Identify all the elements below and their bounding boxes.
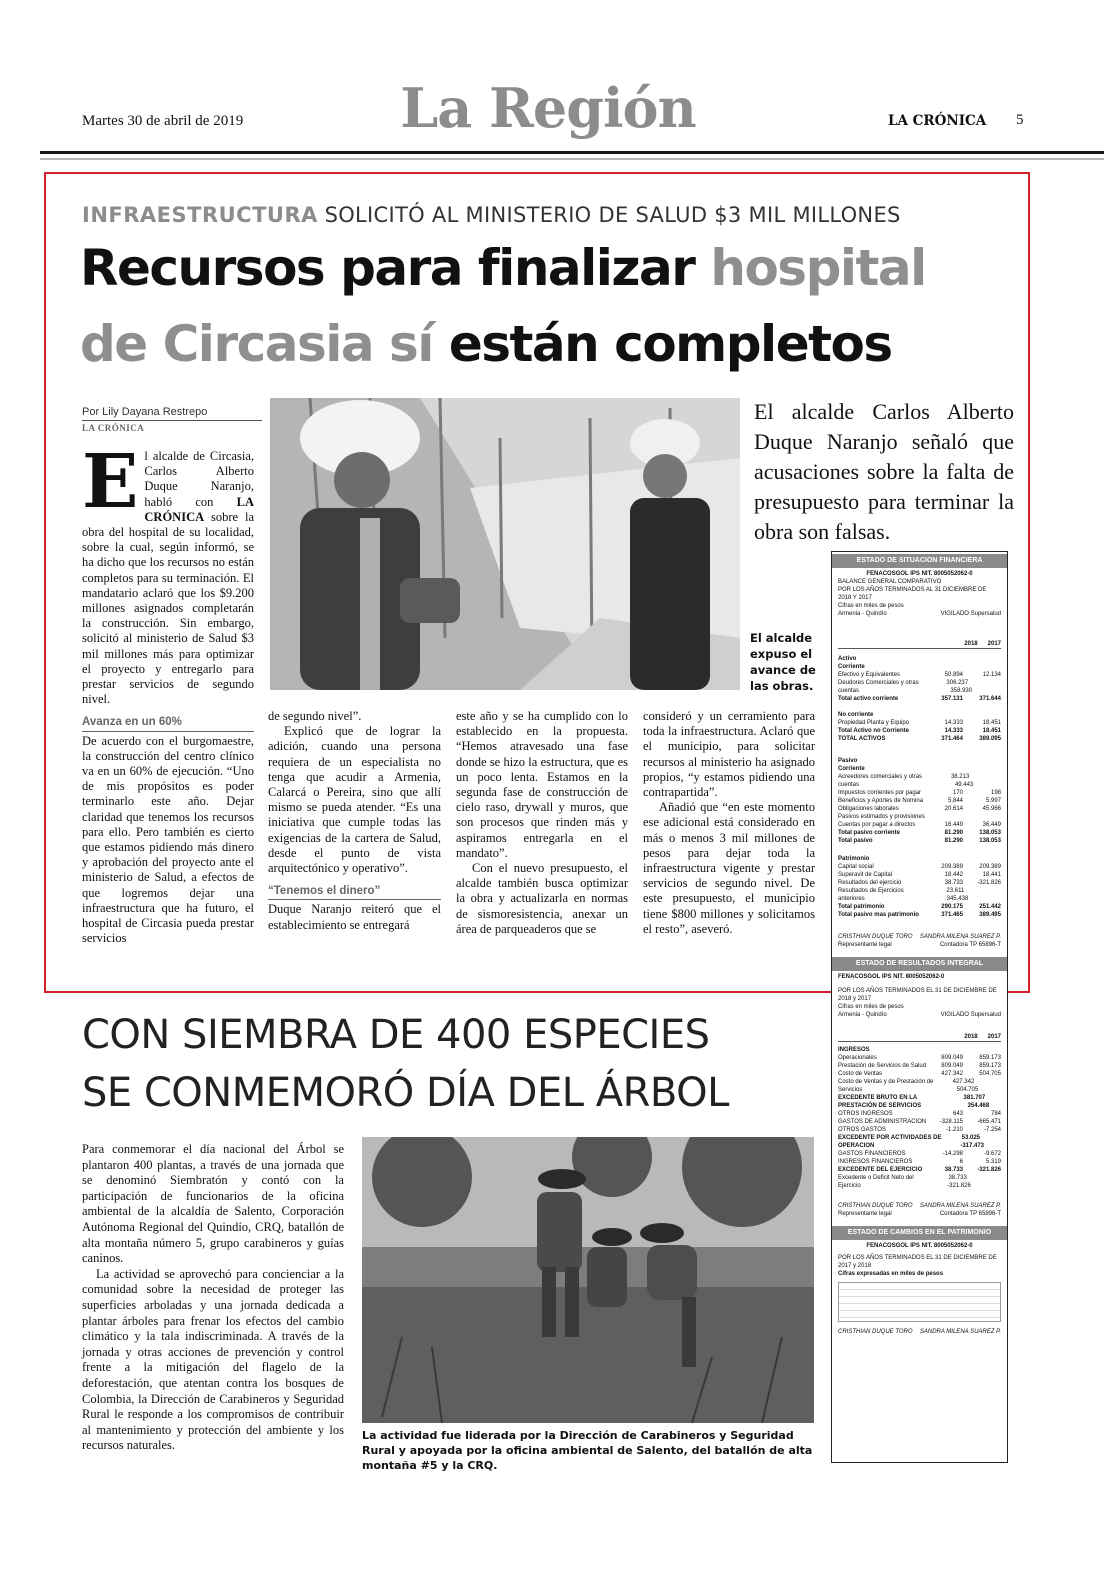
value-2018: 381.707 (963, 1095, 986, 1101)
financial-row (832, 1054, 1007, 1062)
row-label: Total pasivo corriente (838, 830, 900, 836)
row-label: Deudores Comerciales y otras cuentas (838, 680, 919, 694)
value-2018: -1.210 (945, 1127, 963, 1133)
headline-line-1 (80, 238, 926, 298)
row-label: Total Activo no Corriente (838, 728, 910, 734)
paragraph: Explicó que de lograr la adición, cuando una persona requiera de un especialista no tenga que acudir a Armenia, Calarcá o Pereira, sino que allí mismo se pueda atender. “Es una iniciativa que cumple todas las exigencias de la cartera de Salud, desde el punto de vista arquitectónico y operativo”. (268, 724, 441, 876)
group-label: No corriente (838, 712, 874, 718)
entity-name: FENACOSGOL IPS NIT. 8005052062-0 (866, 1243, 973, 1249)
statement-title: ESTADO DE CAMBIOS EN EL PATRIMONIO (832, 1226, 1007, 1240)
page-number: 5 (1016, 112, 1024, 128)
value-2017: 12.134 (982, 672, 1001, 678)
year-col: 2017 (987, 641, 1001, 647)
statement-note: BALANCE GENERAL COMPARATIVO (838, 579, 942, 585)
value-2017: 504.705 (979, 1071, 1001, 1077)
value-2017: -9.672 (983, 1151, 1001, 1157)
signature-name: CRISTHIAN DUQUE TORO (838, 1329, 913, 1335)
value-2018: 50.894 (944, 672, 963, 678)
kicker-text: SOLICITÓ AL MINISTERIO DE SALUD $3 MIL MILLONES (324, 203, 901, 227)
group-label: Corriente (838, 664, 865, 670)
row-label: Acreedores comerciales y otras cuentas (838, 774, 923, 788)
photo-tree-planting (362, 1137, 814, 1423)
financial-row (832, 863, 1007, 871)
byline-source: LA CRÓNICA (82, 423, 145, 433)
statement-note: Armenia - Quindío (838, 611, 887, 617)
financial-row (832, 1118, 1007, 1126)
value-2018: 38.733 (944, 1167, 963, 1173)
row-label: Total patrimonio (838, 904, 885, 910)
row-label: Pasivos estimados y provisiones (838, 814, 925, 820)
signature-name: SANDRA MILENA SUAREZ P. (919, 934, 1001, 940)
row-label: Excedente o Deficit Neto del Ejercicio (838, 1175, 914, 1189)
value-2017: 389.495 (979, 912, 1001, 918)
entity-name: FENACOSGOL IPS NIT. 8005052062-0 (838, 974, 945, 980)
financial-row (832, 1094, 1007, 1110)
value-2018: 81.290 (944, 830, 963, 836)
headline-2-line-1: CON SIEMBRA DE 400 ESPECIES (82, 1012, 710, 1058)
value-2017: 859.173 (979, 1055, 1001, 1061)
row-label: EXCEDENTE BRUTO EN LA PRESTACIÓN DE SERVICIOS (838, 1095, 922, 1109)
signature-name: CRISTHIAN DUQUE TORO (838, 1203, 913, 1209)
row-label: Resultados del ejercicio (838, 880, 902, 886)
value-2018: 643 (952, 1111, 963, 1117)
value-2017: 784 (990, 1111, 1001, 1117)
financial-row (832, 1062, 1007, 1070)
masthead-rule-light (40, 158, 1104, 160)
paragraph: De acuerdo con el burgomaestre, la construcción del centro clínico va en un 60% de ejecución. “Uno de mis propósitos es poder terminarlo este año. Dejar claridad que tenemos los recursos para ello. Pero también es cierto que estamos pidiendo más dinero y aprobación del proyecto ante el ministerio de Salud, a efectos de que logremos dejar una infraestructura que ha futuro, el hospital de Circasia pueda prestar servicios (82, 733, 254, 946)
photo-illustration (270, 398, 740, 690)
financial-row (832, 871, 1007, 879)
headline-part-gray: de Circasia sí (80, 315, 433, 373)
section-title: La Región (400, 76, 696, 140)
row-label: Total activo corriente (838, 696, 899, 702)
photo-illustration (362, 1137, 814, 1423)
financial-row (832, 821, 1007, 829)
signature-name: CRISTHIAN DUQUE TORO (838, 934, 913, 940)
value-2017: 18.451 (982, 728, 1001, 734)
financial-row (832, 903, 1007, 911)
photo-hospital-visit (270, 398, 740, 690)
row-label: Cuentas por pagar a directos (838, 822, 916, 828)
value-2018: 427.342 (941, 1071, 963, 1077)
financial-row (832, 773, 1007, 789)
value-2017: 354.468 (967, 1103, 990, 1109)
value-2018: 14.333 (944, 728, 963, 734)
value-2018: 38.733 (948, 1175, 967, 1181)
row-label: Costo de Ventas y de Prestación de Servicios (838, 1079, 934, 1093)
value-2018: 290.175 (941, 904, 963, 910)
group-label: Patrimonio (838, 856, 870, 862)
value-2017: 251.442 (979, 904, 1001, 910)
statement-note: Cifras expresadas en miles de pesos (838, 1271, 944, 1277)
headline-line-2 (80, 314, 892, 374)
statement-note: POR LOS AÑOS TERMINADOS EL 31 DE DICIEMBRE DE 2018 y 2017 (838, 988, 997, 1002)
equity-table (838, 1282, 1001, 1322)
paragraph: consideró y un cerramiento para toda la infraestructura. Aclaró que el municipio, para solicitar recursos al ministerio ha asignado propios, “y estamos pidiendo una contrapartida”. (643, 709, 815, 800)
row-label: Obligaciones laborales (838, 806, 899, 812)
row-label: Impuestos corrientes por pagar (838, 790, 922, 796)
masthead-rule (40, 151, 1104, 154)
value-2017: -7.254 (983, 1127, 1001, 1133)
row-label: Costo de Ventas (838, 1071, 883, 1077)
value-2017: 504.705 (956, 1087, 979, 1093)
paragraph-text: sobre la obra del hospital de su localidad, sobre la cual, según informó, se ha dicho que los recursos no están completos para su terminación. El mandatario aclaró que los $9.200 millones asignados completarán la construcción. Sin embargo, solicitó al ministerio de Salud $3 mil millones más para optimizar el proyecto y entregarlo para prestar servicios de segundo nivel. (82, 509, 254, 707)
value-2017: 138.053 (979, 830, 1001, 836)
value-2017: 209.389 (979, 864, 1001, 870)
vigilado-logo: VIGILADO Supersalud (940, 1012, 1001, 1018)
kicker-tag: INFRAESTRUCTURA (82, 203, 318, 227)
row-label: Efectivo y Equivalentes (838, 672, 901, 678)
article-column-2 (268, 709, 441, 933)
signature-role: Contadora TP 65896-T (939, 1211, 1001, 1217)
value-2017: 45.966 (982, 806, 1001, 812)
article-kicker (82, 203, 1032, 227)
headline-part: Recursos para finalizar (80, 239, 695, 297)
financial-row (832, 1134, 1007, 1150)
value-2018: -328.115 (939, 1119, 963, 1125)
financial-row (832, 829, 1007, 837)
row-label: TOTAL ACTIVOS (838, 736, 886, 742)
value-2017: 371.644 (979, 696, 1001, 702)
byline: Por Lily Dayana Restrepo (82, 406, 262, 421)
financial-row (832, 887, 1007, 903)
headline-part-gray: hospital (710, 239, 926, 297)
group-label: INGRESOS (838, 1047, 870, 1053)
row-label: OTROS GASTOS (838, 1127, 886, 1133)
financial-row (832, 1126, 1007, 1134)
value-2017: 49.443 (954, 782, 974, 788)
value-2017: -321.826 (977, 1167, 1001, 1173)
row-label: OTROS INGRESOS (838, 1111, 893, 1117)
group-label: Pasivo (838, 758, 858, 764)
value-2017: -665.471 (977, 1119, 1001, 1125)
financial-row (832, 735, 1007, 743)
pull-quote: El alcalde Carlos Alberto Duque Naranjo señaló que acusaciones sobre la falta de presupuesto para terminar la obra son falsas. (754, 399, 1014, 544)
value-2018: 371.465 (941, 912, 963, 918)
financial-row (832, 879, 1007, 887)
value-2017: -321.826 (977, 880, 1001, 886)
row-label: Operacionales (838, 1055, 877, 1061)
value-2017: 345.438 (946, 896, 969, 902)
statement-note: Cifras en miles de pesos (838, 1004, 904, 1010)
row-label: GASTOS FINANCIEROS (838, 1151, 906, 1157)
row-label: Total pasivo (838, 838, 873, 844)
value-2018: 427.342 (952, 1079, 975, 1085)
statement-note: POR LOS AÑOS TERMINADOS EL 31 DE DICIEMBRE DE 2017 y 2018 (838, 1255, 997, 1269)
value-2018: -14.298 (942, 1151, 963, 1157)
newspaper-name: LA CRÓNICA (888, 113, 987, 129)
value-2017: 5.319 (985, 1159, 1001, 1165)
subheading-dinero: “Tenemos el dinero” (268, 884, 441, 900)
row-label: Superavit de Capital (838, 872, 893, 878)
row-label: EXCEDENTE DEL EJERCICIO (838, 1167, 923, 1173)
financial-row (832, 911, 1007, 919)
paragraph: Para conmemorar el día nacional del Árbol se plantaron 400 plantas, a través de una jornada que se denominó Siembratón y contó con la participación de funcionarios de la oficina ambiental de la alcaldía de Salento, Corporación Autónoma Regional del Quindío, CRQ, batallón de alta montaña número 5, grupo carabineros y guías caninos. (82, 1142, 344, 1266)
signature-role: Representante legal (838, 1211, 892, 1217)
year-col: 2018 (964, 1034, 978, 1040)
paper-mention: LA CRÓNICA (144, 494, 254, 524)
entity-name: FENACOSGOL IPS NIT. 8005052062-0 (866, 571, 973, 577)
financial-row (832, 1166, 1007, 1174)
year-col: 2017 (987, 1034, 1001, 1040)
group-label: Corriente (838, 766, 865, 772)
row-label: EXCEDENTE POR ACTIVIDADES DE OPERACION (838, 1135, 942, 1149)
paragraph: Añadió que “en este momento ese adicional está considerado en más o menos 3 mil millones de pesos para dejar toda la infraestructura vigente y prestar servicios de segundo nivel. De este presupuesto, el municipio tiene $800 millones y solicitamos el resto”, aseveró. (643, 800, 815, 936)
value-2018: 6 (959, 1159, 963, 1165)
financial-row (832, 797, 1007, 805)
value-2018: 170 (952, 790, 963, 796)
value-2018: 20.614 (944, 806, 963, 812)
financial-row (832, 1110, 1007, 1118)
value-2018: 81.290 (944, 838, 963, 844)
row-label: INGRESOS FINANCIEROS (838, 1159, 913, 1165)
financial-statements (831, 551, 1008, 1463)
group-label: Activo (838, 656, 857, 662)
signature-role: Contadora TP 65896-T (939, 942, 1001, 948)
signature-name: SANDRA MILENA SUAREZ P. (919, 1329, 1001, 1335)
paragraph: Con el nuevo presupuesto, el alcalde también busca optimizar la obra y actualizarla en normas de sismoresistencia, anexar un área de parqueaderos que se (456, 861, 628, 936)
financial-row (832, 813, 1007, 821)
value-2017: 358.930 (950, 688, 973, 694)
statement-title: ESTADO DE SITUACION FINANCIERA (832, 554, 1007, 568)
headline-part: están completos (448, 315, 892, 373)
value-2017: 138.053 (979, 838, 1001, 844)
row-label: Propiedad Planta y Equipo (838, 720, 910, 726)
signature-name: SANDRA MILENA SUAREZ P. (919, 1203, 1001, 1209)
value-2018: 209.389 (941, 864, 963, 870)
value-2018: 18.442 (944, 872, 963, 878)
value-2018: 809.049 (941, 1063, 963, 1069)
paragraph: de segundo nivel”. (268, 709, 362, 723)
value-2018: 357.131 (941, 696, 963, 702)
financial-row (832, 695, 1007, 703)
subheading-avanza: Avanza en un 60% (82, 715, 254, 731)
value-2018: 5.844 (947, 798, 963, 804)
value-2017: 198 (990, 790, 1001, 796)
value-2018: 53.025 (961, 1135, 981, 1141)
row-label: Resultados de Ejercicios anteriores (838, 888, 904, 902)
financial-row (832, 805, 1007, 813)
financial-row (832, 1158, 1007, 1166)
row-label: Total pasivo mas patrimonio (838, 912, 919, 918)
financial-row (832, 1174, 1007, 1190)
value-2018: 14.333 (944, 720, 963, 726)
statement-note: POR LOS AÑOS TERMINADOS AL 31 DICIEMBRE DE 2018 Y 2017 (838, 587, 987, 601)
financial-row (832, 727, 1007, 735)
value-2017: 18.441 (982, 872, 1001, 878)
statement-note: Armenia - Quindío (838, 1012, 887, 1018)
financial-row (832, 671, 1007, 679)
issue-date: Martes 30 de abril de 2019 (82, 113, 244, 129)
article-column-3 (456, 709, 628, 937)
drop-cap: E (82, 439, 139, 525)
article-column-1 (82, 439, 254, 947)
financial-row (832, 1078, 1007, 1094)
row-label: Capital social (838, 864, 874, 870)
value-2017: 36.449 (982, 822, 1001, 828)
value-2018: 38.213 (950, 774, 970, 780)
paragraph: La actividad se aprovechó para concienciar a la comunidad sobre la necesidad de proteger las superficies arboladas y una jornada dedicada a plantar árboles para frenar los efectos del cambio climático y la tala indiscriminada. A través de la jornada y otras acciones de prevención y control frente a la mitigación del flagelo de la deforestación, que atentan contra los bosques de Colombia, la Dirección de Carabineros y Seguridad Rural le responde a los compromisos de contribuir al mantenimiento y protección del ambiente y los recursos naturales. (82, 1266, 344, 1453)
value-2018: 38.733 (944, 880, 963, 886)
statement-note: Cifras en miles de pesos (838, 603, 904, 609)
value-2017: -317.473 (960, 1143, 985, 1149)
value-2017: 18.451 (982, 720, 1001, 726)
financial-row (832, 789, 1007, 797)
statement-title: ESTADO DE RESULTADOS INTEGRAL (832, 957, 1007, 971)
photo-caption: El alcalde expuso el avance de las obras. (750, 631, 816, 693)
financial-row (832, 1070, 1007, 1078)
row-label: GASTOS DE ADMINISTRACION (838, 1119, 927, 1125)
financial-row (832, 719, 1007, 727)
paragraph-text: l alcalde de Circasia, Carlos Alberto Duque Naranjo, habló con (144, 449, 254, 509)
value-2017: 859.173 (979, 1063, 1001, 1069)
value-2017: -321.826 (947, 1183, 971, 1189)
value-2018: 16.449 (944, 822, 963, 828)
value-2017: 5.997 (985, 798, 1001, 804)
row-label: Beneficios y Aportes de Nomina (838, 798, 924, 804)
financial-row (832, 837, 1007, 845)
paragraph: este año y se ha cumplido con lo establecido en la propuesta. “Hemos atravesado una fase donde se hizo la estructura, que es un poco lenta. Estamos en la segunda fase de construcción de cielo raso, drywall y muros, que son procesos que rinden más y aspiramos entregarla en el mandato”. (456, 709, 628, 860)
year-col: 2018 (964, 641, 978, 647)
value-2018: 809.049 (941, 1055, 963, 1061)
value-2018: 371.464 (941, 736, 963, 742)
value-2017: 389.095 (979, 736, 1001, 742)
paragraph: Duque Naranjo reiteró que el establecimiento se entregará (268, 902, 441, 932)
signature-role: Representante legal (838, 942, 892, 948)
value-2018: 23.611 (946, 888, 965, 894)
row-label: Prestación de Servicios de Salud (838, 1063, 927, 1069)
photo-2-caption: La actividad fue liderada por la Dirección de Carabineros y Seguridad Rural y apoyada por la oficina ambiental de Salento, del batallón de alta montaña #5 y la CRQ. (362, 1429, 813, 1472)
vigilado-logo: VIGILADO Supersalud (940, 611, 1001, 617)
headline-2-line-2: SE CONMEMORÓ DÍA DEL ÁRBOL (82, 1070, 729, 1116)
article-2-body (82, 1142, 344, 1454)
financial-row (832, 1150, 1007, 1158)
value-2018: 306.237 (946, 680, 969, 686)
article-column-4 (643, 709, 815, 937)
financial-row (832, 679, 1007, 695)
